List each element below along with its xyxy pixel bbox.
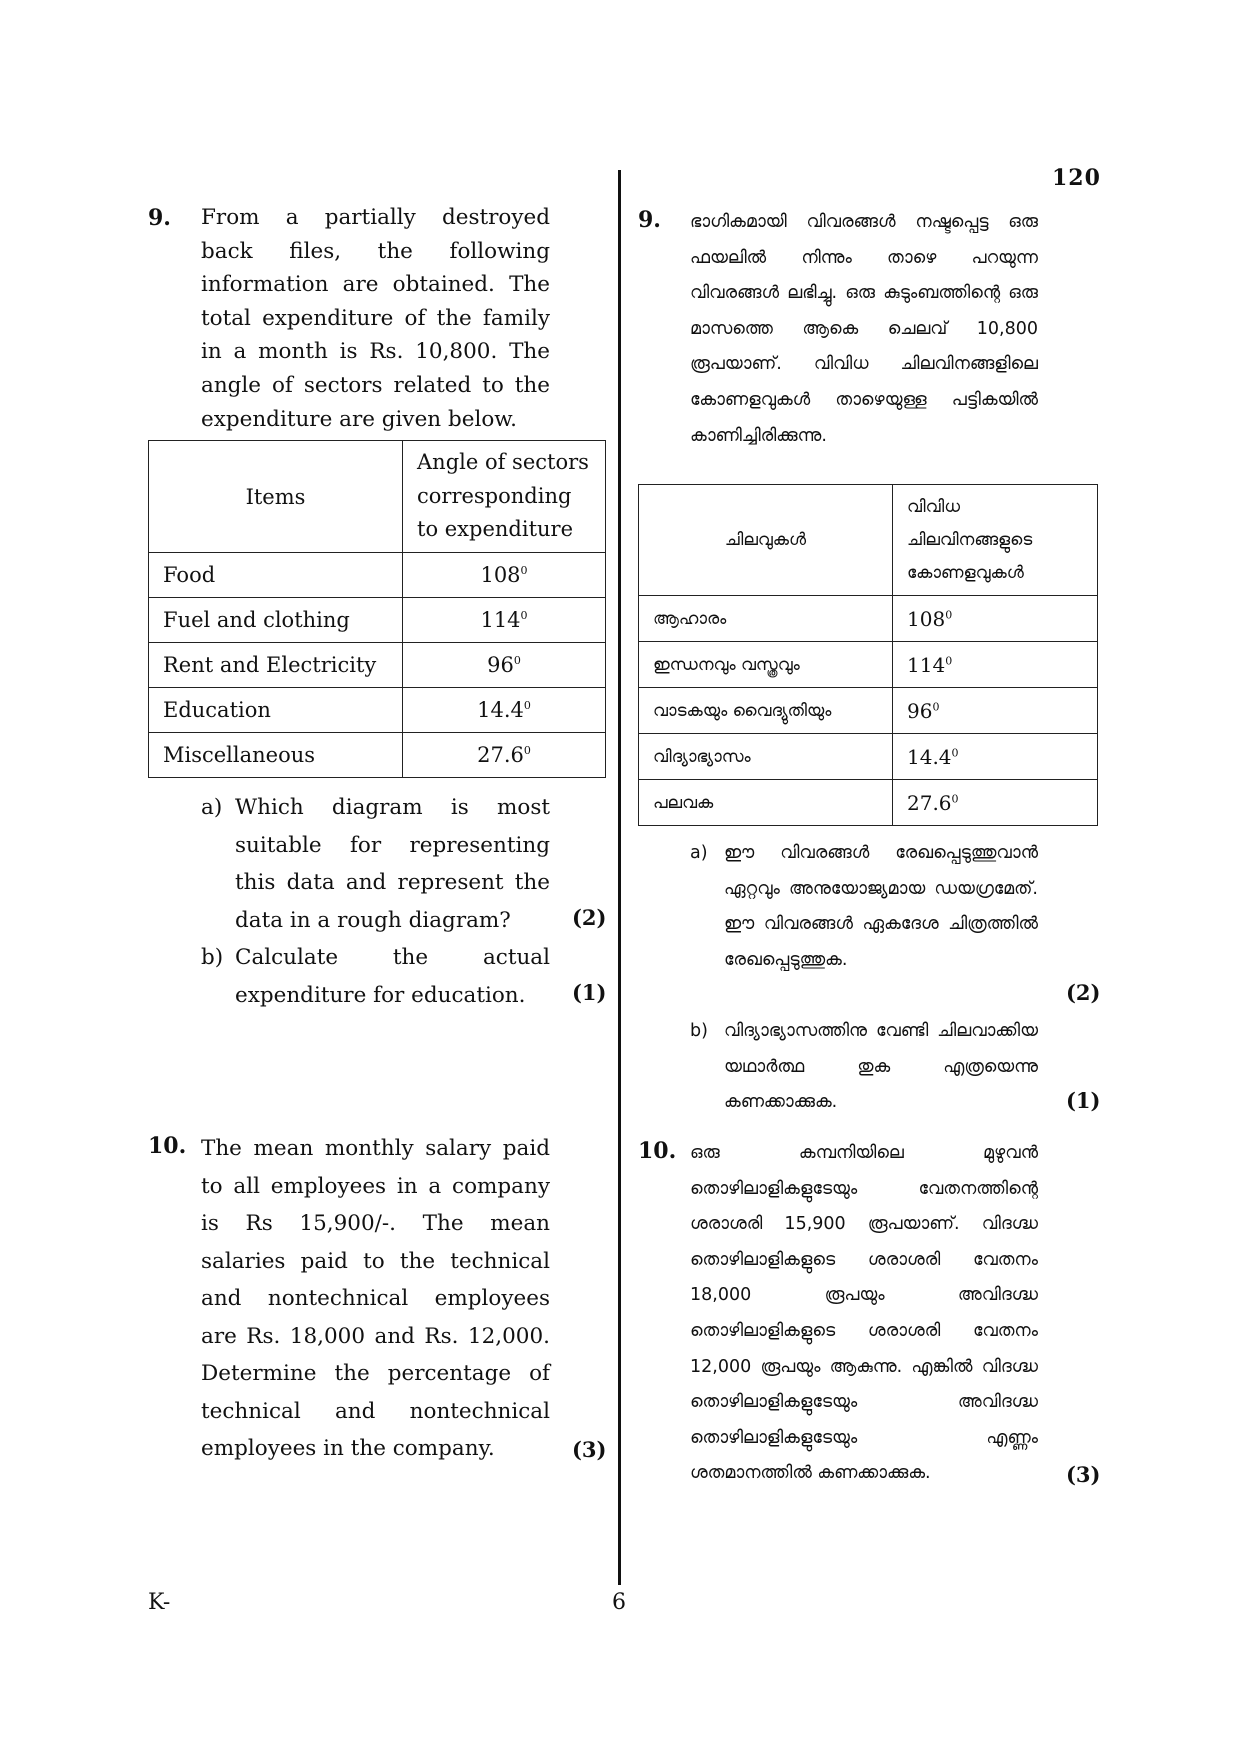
q9-part-b-en: b) Calculate the actual expenditure for education. bbox=[201, 945, 550, 1008]
q10-number-en: 10. bbox=[148, 1133, 187, 1159]
table-cell-item: Rent and Electricity bbox=[149, 643, 403, 688]
table-row bbox=[639, 688, 1098, 734]
q9-a-marks-ml: (2) bbox=[1066, 980, 1101, 1005]
table-cell-item: Miscellaneous bbox=[149, 733, 403, 778]
table-cell-item: വിദ്യാഭ്യാസം bbox=[639, 734, 893, 780]
table-cell-angle: $114^0$ bbox=[403, 598, 606, 643]
q10-marks-ml: (3) bbox=[1066, 1462, 1101, 1487]
table-cell-angle: 27.6$^0$ bbox=[893, 780, 1098, 826]
q9-text-ml: ഭാഗികമായി വിവരങ്ങൾ നഷ്ടപ്പെട്ട ഒരു ഫയലിൽ നിന്നും താഴെ പറയുന്ന വിവരങ്ങൾ ലഭിച്ചു. ഒരു കുടുംബത്തിന്റെ ഒരു മാസത്തെ ആകെ ചെലവ് 10,800 രൂപയാണ്. വിവിധ ചിലവിനങ്ങളിലെ കോണളവുകൾ താഴെയുള്ള പട്ടികയിൽ കാണിച്ചിരിക്കുന്നു. bbox=[690, 212, 1038, 446]
table-header-angle: വിവിധ ചിലവിനങ്ങളുടെ കോണളവുകൾ bbox=[893, 485, 1098, 596]
q10-number-ml: 10. bbox=[638, 1138, 677, 1164]
q9-number-ml: 9. bbox=[638, 207, 661, 233]
table-cell-item: ആഹാരം bbox=[639, 596, 893, 642]
page-number: 6 bbox=[612, 1590, 626, 1615]
table-cell-angle: 14.4$^0$ bbox=[403, 688, 606, 733]
table-cell-angle: $96^0$ bbox=[893, 688, 1098, 734]
table-row bbox=[639, 780, 1098, 826]
footer-code: K- bbox=[148, 1590, 171, 1615]
table-row bbox=[149, 553, 606, 598]
table-cell-item: പലവക bbox=[639, 780, 893, 826]
q9-part-a-en: a) Which diagram is most suitable for representing this data and represent the data in a rough diagram? bbox=[201, 795, 550, 933]
table-cell-item: വാടകയും വൈദ്യുതിയും bbox=[639, 688, 893, 734]
table-header-angle: Angle of sectors corresponding to expenditure bbox=[403, 441, 606, 553]
q9-part-b-ml: b) വിദ്യാഭ്യാസത്തിനു വേണ്ടി ചിലവാക്കിയ യഥാർത്ഥ തുക എത്രയെന്നു കണക്കാക്കുക. bbox=[690, 1021, 1038, 1113]
q9-b-marks-ml: (1) bbox=[1066, 1088, 1101, 1113]
table-row bbox=[149, 733, 606, 778]
expenditure-table-ml bbox=[638, 484, 1098, 826]
table-cell-item: Food bbox=[149, 553, 403, 598]
q9-part-a-ml: a) ഈ വിവരങ്ങൾ രേഖപ്പെടുത്തുവാൻ ഏറ്റവും അനുയോജ്യമായ ഡയഗ്രമേത്. ഈ വിവരങ്ങൾ ഏകദേശ ചിത്രത്തിൽ രേഖപ്പെടുത്തുക. bbox=[690, 843, 1038, 970]
table-row bbox=[149, 598, 606, 643]
table-row bbox=[639, 642, 1098, 688]
table-cell-item: Fuel and clothing bbox=[149, 598, 403, 643]
table-cell-angle: $114^0$ bbox=[893, 642, 1098, 688]
table-cell-item: Education bbox=[149, 688, 403, 733]
q9-text-en: From a partially destroyed back files, the following information are obtained. The total expenditure of the family in a month is Rs. 10,800. The angle of sectors related to the expenditure are given below. bbox=[201, 205, 550, 432]
table-cell-item: ഇന്ധനവും വസ്ത്രവും bbox=[639, 642, 893, 688]
table-header-items: ചിലവുകൾ bbox=[639, 485, 893, 596]
table-cell-angle: $96^0$ bbox=[403, 643, 606, 688]
table-cell-angle: $108^0$ bbox=[893, 596, 1098, 642]
table-cell-angle: 27.6$^0$ bbox=[403, 733, 606, 778]
table-header-items: Items bbox=[149, 441, 403, 553]
q10-marks-en: (3) bbox=[572, 1437, 607, 1462]
q9-b-marks-en: (1) bbox=[572, 980, 607, 1005]
page-code: 120 bbox=[1052, 165, 1101, 191]
q9-number-en: 9. bbox=[148, 205, 171, 231]
table-cell-angle: $108^0$ bbox=[403, 553, 606, 598]
q10-text-en: The mean monthly salary paid to all employees in a company is Rs 15,900/-. The mean salaries paid to the technical and nontechnical employees are Rs. 18,000 and Rs. 12,000. Determine the percentage of technical and nontechnical employees in the company. bbox=[201, 1136, 550, 1461]
q10-text-ml: ഒരു കമ്പനിയിലെ മുഴുവൻ തൊഴിലാളികളുടേയും വേതനത്തിന്റെ ശരാശരി 15,900 രൂപയാണ്. വിദഗ്ദ്ധ തൊഴിലാളികളുടെ ശരാശരി വേതനം 18,000 രൂപയും അവിദഗ്ദ്ധ തൊഴിലാളികളുടെ ശരാശരി വേതനം 12,000 രൂപയും ആകുന്നു. എങ്കിൽ വിദഗ്ദ്ധ തൊഴിലാളികളുടേയും അവിദഗ്ദ്ധ തൊഴിലാളികളുടേയും എണ്ണം ശതമാനത്തിൽ കണക്കാക്കുക. bbox=[690, 1143, 1038, 1484]
table-row bbox=[639, 734, 1098, 780]
table-cell-angle: 14.4$^0$ bbox=[893, 734, 1098, 780]
table-row bbox=[639, 596, 1098, 642]
column-divider bbox=[618, 170, 621, 1585]
expenditure-table-en bbox=[148, 440, 606, 778]
table-row bbox=[149, 688, 606, 733]
q9-a-marks-en: (2) bbox=[572, 905, 607, 930]
table-row bbox=[149, 643, 606, 688]
